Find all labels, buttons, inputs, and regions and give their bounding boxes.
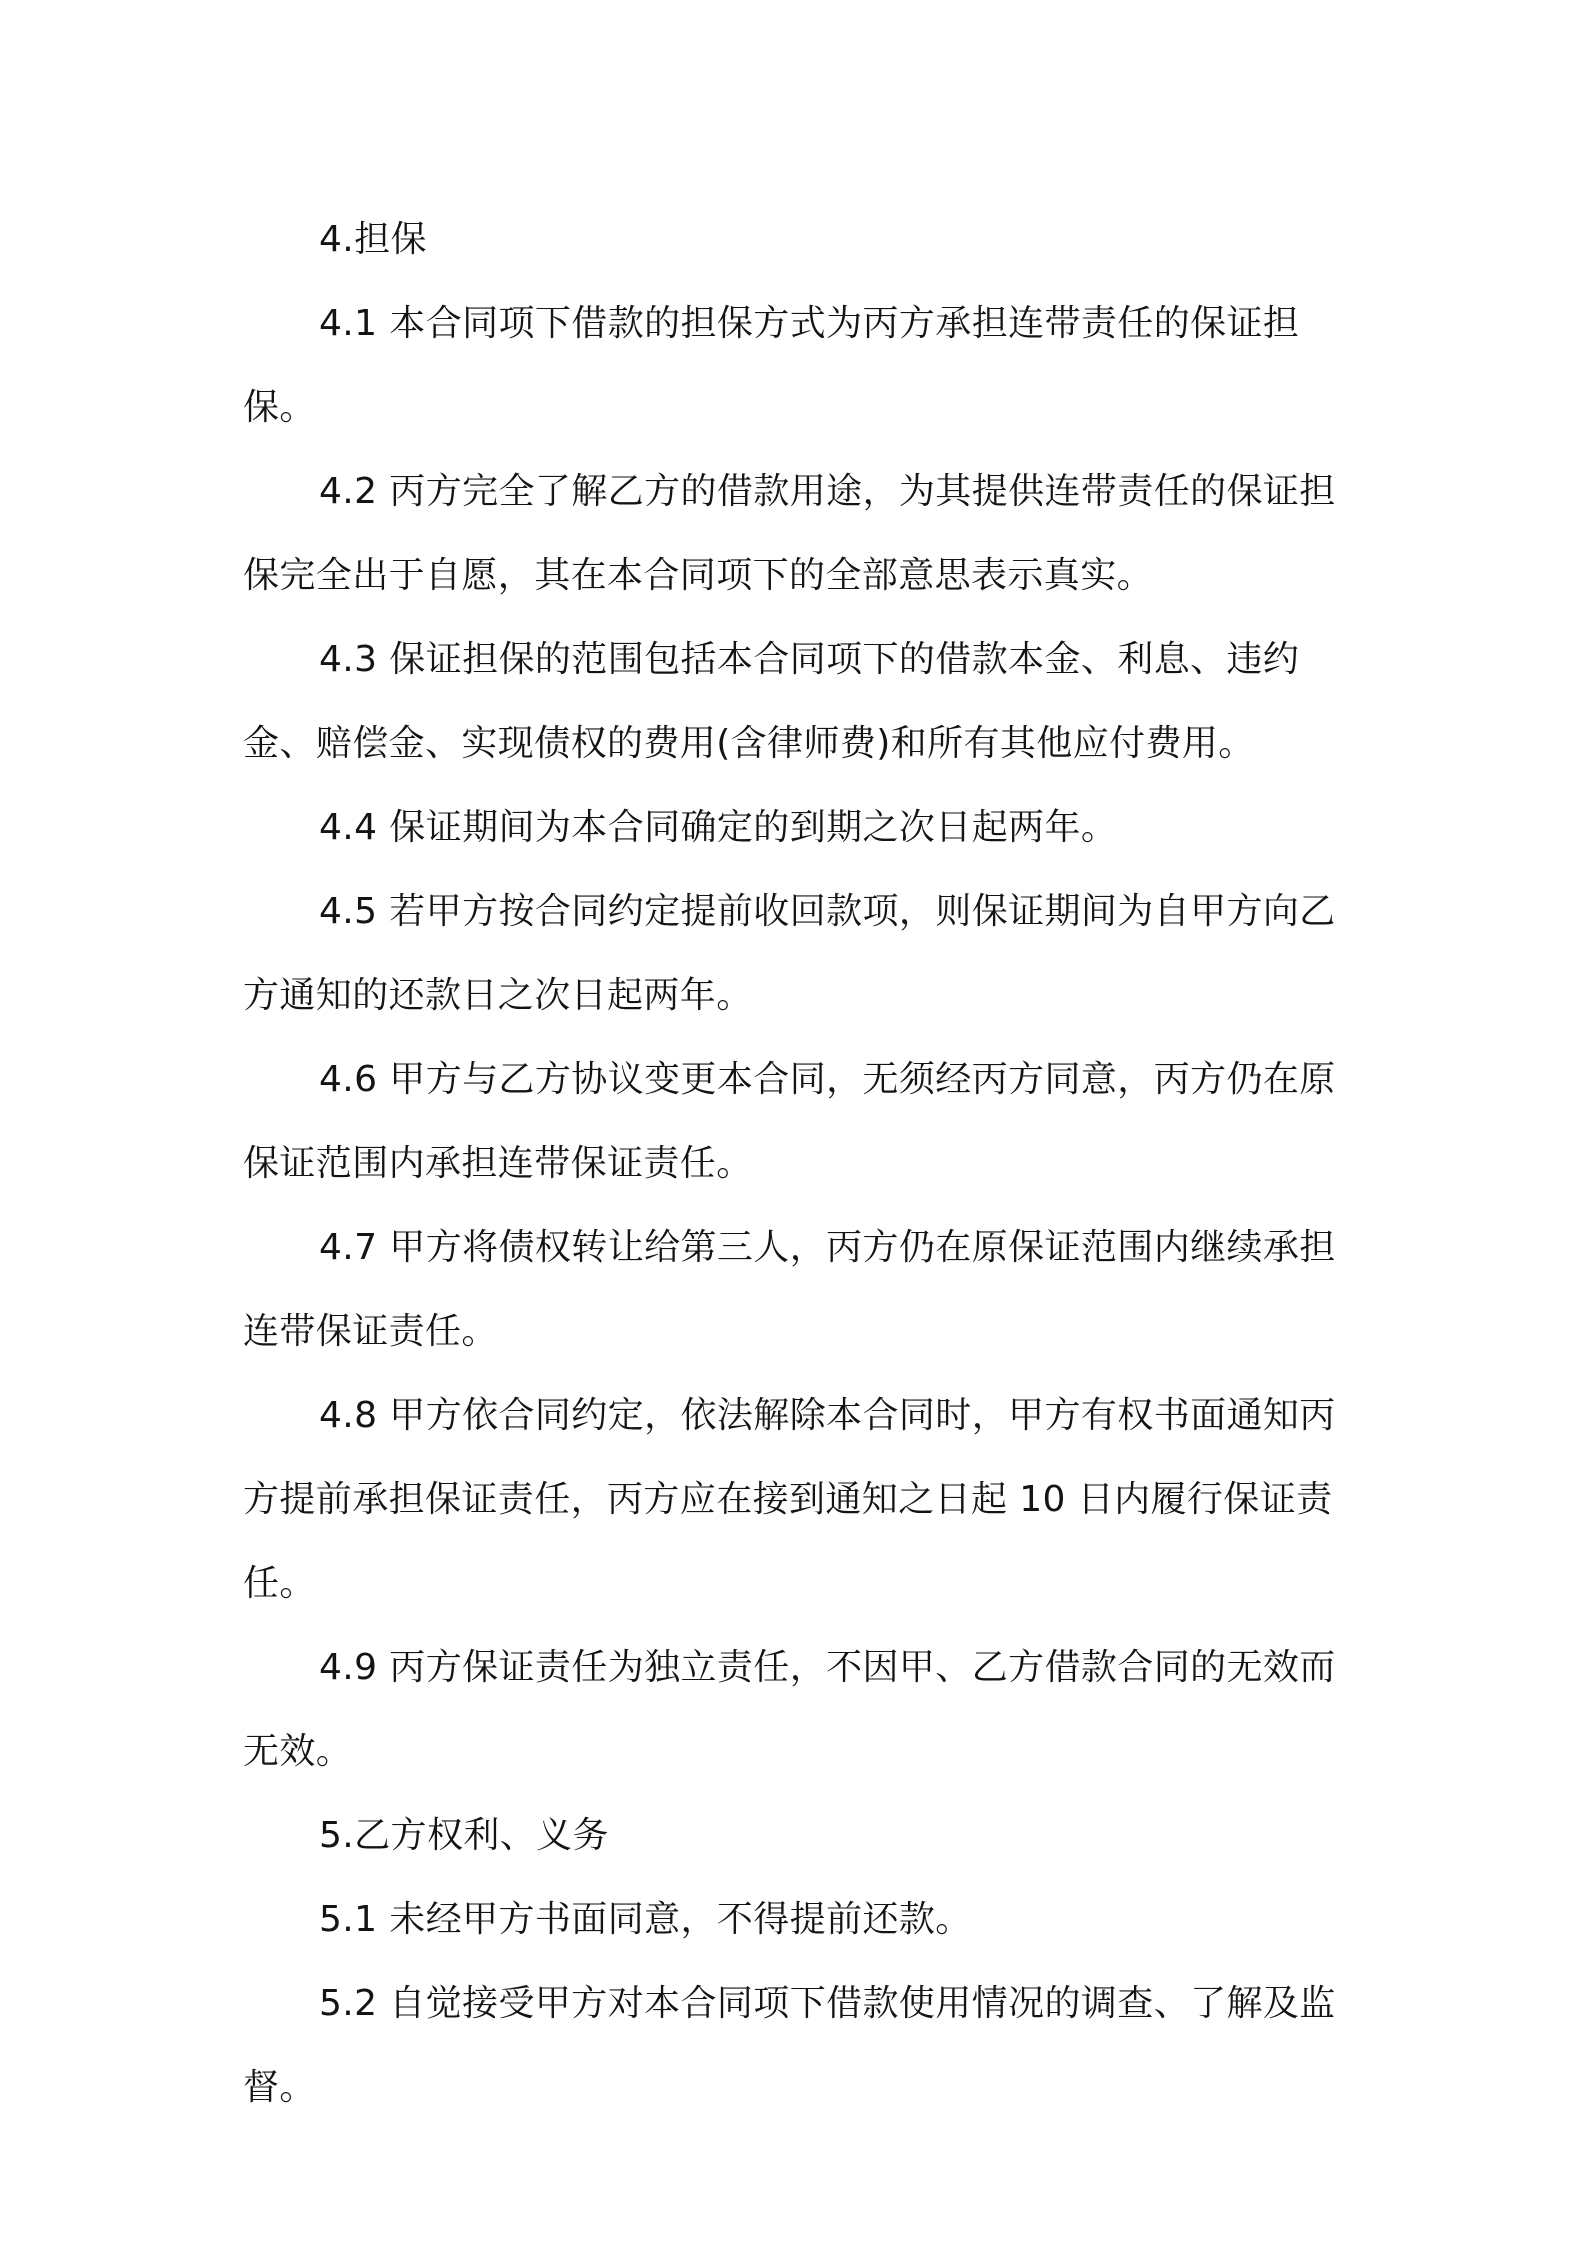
clause-4-2: 4.2 丙方完全了解乙方的借款用途，为其提供连带责任的保证担保完全出于自愿，其在本合同项下的全部意思表示真实。: [243, 471, 1336, 596]
section-heading-rights-obligations: 5.乙方权利、义务: [319, 1815, 609, 1856]
clause-5-1: 5.1 未经甲方书面同意，不得提前还款。: [319, 1899, 972, 1940]
clause-4-7: 4.7 甲方将债权转让给第三人，丙方仍在原保证范围内继续承担连带保证责任。: [243, 1227, 1336, 1352]
clause-4-3: 4.3 保证担保的范围包括本合同项下的借款本金、利息、违约金、赔偿金、实现债权的费用(含律师费)和所有其他应付费用。: [243, 639, 1300, 764]
clause-4-1: 4.1 本合同项下借款的担保方式为丙方承担连带责任的保证担保。: [243, 303, 1300, 428]
clause-4-5: 4.5 若甲方按合同约定提前收回款项，则保证期间为自甲方向乙方通知的还款日之次日起两年。: [243, 891, 1336, 1016]
section-heading-guarantee: 4.担保: [319, 219, 427, 260]
clause-4-4: 4.4 保证期间为本合同确定的到期之次日起两年。: [319, 807, 1118, 848]
clause-4-9: 4.9 丙方保证责任为独立责任，不因甲、乙方借款合同的无效而无效。: [243, 1647, 1336, 1772]
clause-4-6: 4.6 甲方与乙方协议变更本合同，无须经丙方同意，丙方仍在原保证范围内承担连带保证责任。: [243, 1059, 1336, 1184]
clause-5-2: 5.2 自觉接受甲方对本合同项下借款使用情况的调查、了解及监督。: [243, 1983, 1336, 2108]
document-body: [243, 198, 1358, 2130]
clause-4-8: 4.8 甲方依合同约定，依法解除本合同时，甲方有权书面通知丙方提前承担保证责任，丙方应在接到通知之日起 10 日内履行保证责任。: [243, 1395, 1336, 1604]
